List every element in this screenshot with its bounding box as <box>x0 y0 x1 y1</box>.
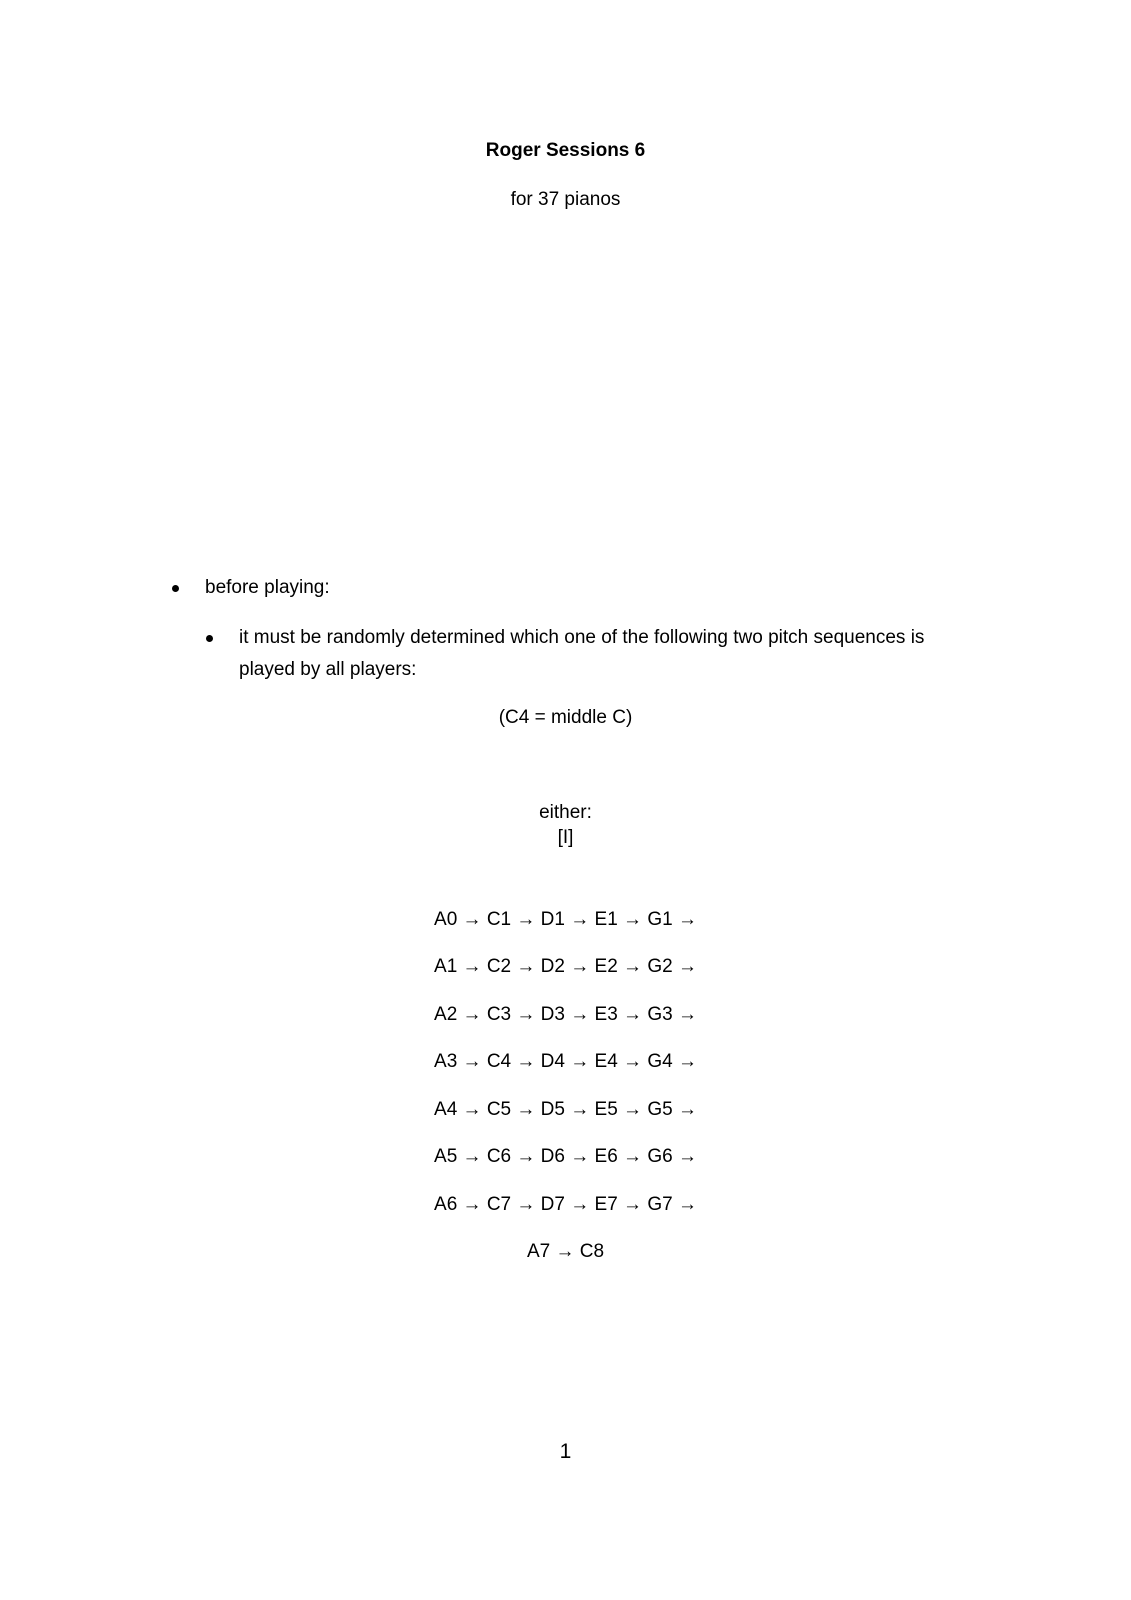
option-label: [I] <box>557 827 574 848</box>
sequence-line: A4 → C5 → D5 → E5 → G5 → <box>434 1099 697 1120</box>
sequence-line: A7 → C8 <box>526 1241 605 1262</box>
instruction-bullet-before-playing: before playing: <box>205 577 330 598</box>
instruction-bullet-random-sequence: it must be randomly determined which one of the following two pitch sequences is played by all players: <box>239 627 925 680</box>
page-number: 1 <box>559 1440 572 1463</box>
sequence-line: A1 → C2 → D2 → E2 → G2 → <box>434 956 697 977</box>
sequence-line: A2 → C3 → D3 → E3 → G3 → <box>434 1004 697 1025</box>
document-title: Roger Sessions 6 <box>485 140 646 161</box>
either-label: either: <box>539 802 592 823</box>
sequence-line: A5 → C6 → D6 → E6 → G6 → <box>434 1146 697 1167</box>
document-subtitle: for 37 pianos <box>510 189 621 210</box>
bullet-icon <box>172 585 179 592</box>
bullet-icon <box>206 635 213 642</box>
sequence-line: A6 → C7 → D7 → E7 → G7 → <box>434 1194 697 1215</box>
sequence-line: A0 → C1 → D1 → E1 → G1 → <box>434 909 697 930</box>
pitch-note: (C4 = middle C) <box>498 707 633 728</box>
sequence-line: A3 → C4 → D4 → E4 → G4 → <box>434 1051 697 1072</box>
